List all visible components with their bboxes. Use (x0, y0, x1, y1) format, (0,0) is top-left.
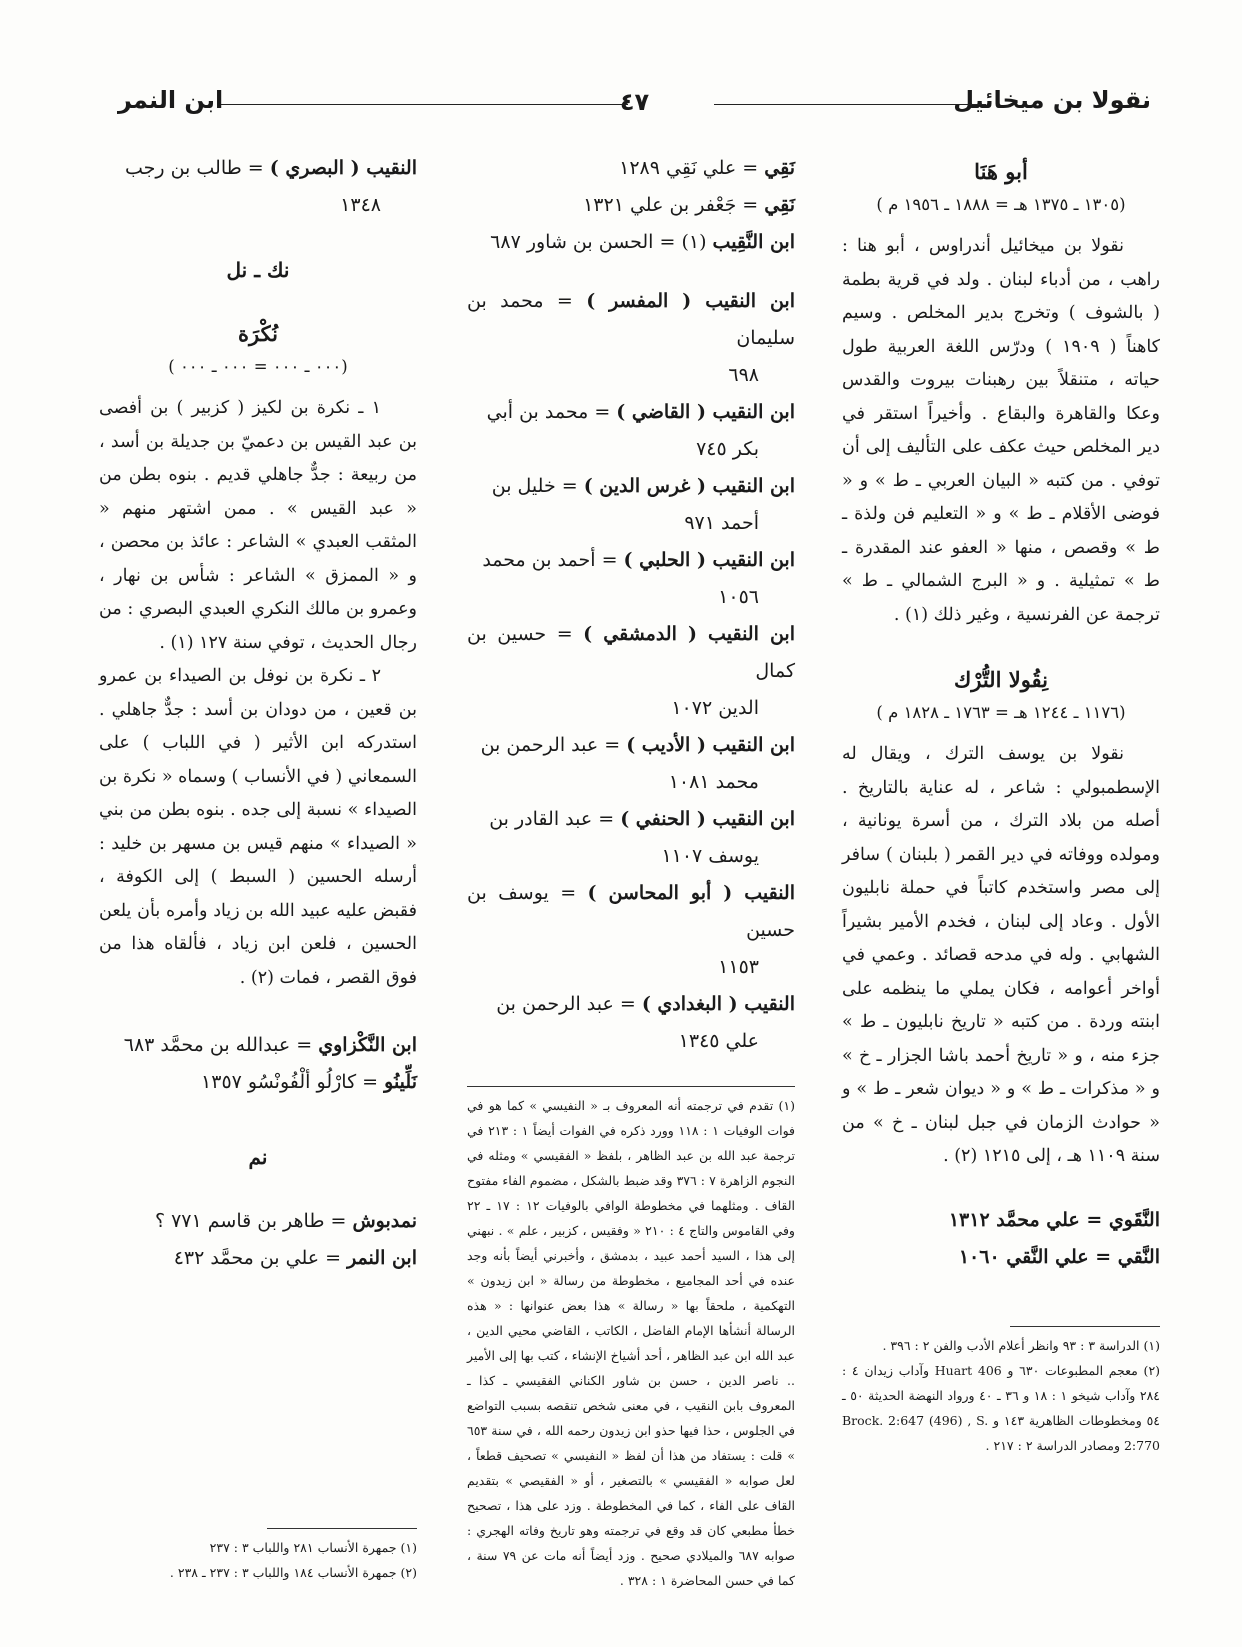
section-heading: نك ـ نل (226, 258, 290, 282)
footnote: (١) تقدم في ترجمته أنه المعروف بـ « النفيسي » كما هو في فوات الوفيات ١ : ١١٨ وورد ذكره في الفوات أيضاً ١ : ٢١٣ في ترجمة عبد الله بن عبد الظاهر ، بلفظ « الفقيسي » ومثله في النجوم الزاهرة ٧ : ٣٧٦ وقد ضبط بالشكل ، مضموم الفاء مفتوح القاف . ومثلهما في مخطوطة الوافي بالوفيات ١٢ : ١٧ ـ ٢٢ وفي القاموس والتاج ٤ : ٢١٠ « وفقيس ، كزبير ، علم » . نبهني إلى هذا ، السيد أحمد عبيد ، بدمشق ، وأخبرني أيضاً بأنه وجد عنده في أحد المجاميع ، مخطوطة من رسالة « ابن زيدون » التهكمية ، ملحقاً بها « رسالة » هذا بعض عنوانها : « هذه الرسالة أنشأها الإمام الفاضل ، الكاتب ، القاضي محيي الدين ، عبد الله ابن عبد الظاهر ، أحد أشياخ الإنشاء ، كتب بها إلى الأمير .. ناصر الدين ، حسن بن شاور الكناني الفقيسي ـ كذا ـ المعروف بابن النقيب ، في معنى شخص تنقصه بسبب التواضع في الجلوس ، حذا فيها حذو ابن زيدون رحمه الله ، في سنة ٦٥٣ » قلت : يستفاد من هذا أن لفظ « النفيسي » تصحيف قطعاً ، لعل صوابه « الفقيسي » بالتصغير ، أو « الفقيصي » بتقديم القاف على الفاء ، كما في المخطوطة . وزد على هذا ، تصحيح خطأ مطبعي كان قد وقع في ترجمته وهو تاريخ وفاته الهجري : صوابه ٦٨٧ والميلادي صحيح . وزد أيضاً أنه مات عن ٧٩ سنة ، كما في حسن المحاضرة ١ : ٣٢٨ . (467, 1098, 796, 1588)
footnote-rule (1010, 1326, 1160, 1327)
entry-title: نِقُولا التُّرْك (953, 667, 1049, 692)
xref-number: أحمد ٩٧١ (684, 512, 759, 534)
cross-references (99, 1027, 417, 1101)
xref-entry (467, 542, 795, 616)
xref-entry (99, 1064, 417, 1101)
xref-target: = خليل بن (491, 475, 584, 497)
xref-target: = محمد بن أبي (486, 401, 617, 423)
xref-line: النَّقَوي = علي محمَّد ١٣١٢ (948, 1208, 1160, 1231)
xref-target: = علي بن محمَّد ٤٣٢ (173, 1247, 348, 1269)
footnote: (٢) جمهرة الأنساب ١٨٤ واللباب ٣ : ٢٣٧ ـ ٢٣٨ . (169, 1565, 417, 1580)
page-number: ٤٧ (619, 88, 650, 116)
footnote: (٢) معجم المطبوعات ٦٣٠ و Huart 406 وآداب زيدان ٤ : ٢٨٤ وآداب شيخو ١ : ١٨ و ٣٦ ـ ٤٠ ورواد النهضة الحديثة ٥٠ ـ ٥٤ ومخطوطات الظاهرية ١٤٣ و Brock. 2:647 (496) , S. 2:770 ومصادر الدراسة ٢ : ٢١٧ . (842, 1362, 1161, 1453)
xref-entry (467, 394, 795, 468)
header-left-title: ابن النمر (118, 86, 224, 114)
footnotes (842, 1326, 1160, 1458)
xref-number: ١٣٤٨ (340, 194, 381, 216)
xref-number: يوسف ١١٠٧ (661, 845, 759, 867)
xref-entry (467, 150, 795, 187)
column-middle (467, 150, 795, 1593)
xref-number: محمد ١٠٨١ (668, 771, 759, 793)
column-right (842, 150, 1160, 1458)
xref-target: = جَعْفر بن علي ١٣٢١ (583, 194, 765, 216)
xref-head: نَقِي (764, 157, 795, 179)
xref-target: = عبد الرحمن بن (496, 993, 642, 1015)
xref-head: النقيب ( أبو المحاسن ) (587, 882, 795, 904)
entry-dates: (١١٧٦ ـ ١٢٤٤ هـ = ١٧٦٣ ـ ١٨٢٨ م ) (876, 703, 1126, 722)
xref-target: = عبدالله بن محمَّد ٦٨٣ (123, 1034, 319, 1056)
xref-target: = طاهر بن قاسم ٧٧١ ؟ (154, 1210, 353, 1232)
xref-target: (١) = الحسن بن شاور ٦٨٧ (490, 231, 713, 253)
xref-entry (467, 468, 795, 542)
entry-body: ١ ـ نكرة بن لكيز ( كزبير ) بن أفصى بن عبد القيس بن دعميّ بن جديلة بن أسد ، من ربيعة : جدٌّ جاهلي قديم . بنوه بطن من « عبد القيس » . ممن اشتهر منهم « المثقب العبدي » الشاعر : عائذ بن محصن ، و « الممزق » الشاعر : شأس بن نهار ، وعمرو بن مالك النكري العبدي البصري : من رجال الحديث ، توفي سنة ١٢٧ (١) . (99, 398, 417, 653)
entry-title: أبو هَنَا (974, 159, 1028, 184)
cross-references (842, 1202, 1160, 1276)
xref-head: ابن النقيب ( الحلبي ) (623, 549, 795, 571)
xref-target: = محمد بن سليمان (467, 290, 795, 349)
header-right-title: نقولا بن ميخائيل (953, 86, 1151, 114)
xref-head: نَقِي (764, 194, 795, 216)
header-rule-left (220, 104, 628, 105)
entry-body: نقولا بن ميخائيل أندراوس ، أبو هنا : راهب ، من أدباء لبنان . ولد في قرية بطمة ( بالشوف ) وتخرج بدير المخلص . وسيم كاهناً ( ١٩٠٩ ) ودرّس اللغة العربية طول حياته ، متنقلاً بين رهبنات بيروت والقدس وعكا والقاهرة والبقاع . وأخيراً استقر في دير المخلص حيث عكف على التأليف إلى أن توفي . من كتبه « البيان العربي ـ ط » و « فوضى الأقلام ـ ط » و « التعليم فن ولذة ـ ط » وقصص ، منها « العفو عند المقدرة ـ ط » تمثيلية . و « البرج الشمالي ـ ط » ترجمة عن الفرنسية ، وغير ذلك (١) . (842, 236, 1160, 625)
entry-body: نقولا بن يوسف الترك ، ويقال له الإسطمبولي : شاعر ، له عناية بالتاريخ . أصله من بلاد الترك ، من أسرة يونانية ، ومولده ووفاته في دير القمر ( بلبنان ) سافر إلى مصر واستخدم كاتباً في حملة نابليون الأول . وعاد إلى لبنان ، فخدم الأمير بشيراً الشهابي . وله في مدحه قصائد . وعمي في أواخر أعوامه ، فكان يملي ما ينظمه على ابنته وردة . من كتبه « تاريخ نابليون ـ ط » جزء منه ، و « تاريخ أحمد باشا الجزار ـ خ » و « مذكرات ـ ط » و « ديوان شعر ـ ط » و « حوادث الزمان في جبل لبنان ـ خ » من سنة ١١٠٩ هـ ، إلى ١٢١٥ (٢) . (842, 744, 1160, 1166)
footnote: (١) جمهرة الأنساب ٢٨١ واللباب ٣ : ٢٣٧ (209, 1540, 417, 1555)
section-heading: نم (248, 1145, 268, 1169)
footnotes (99, 1528, 417, 1585)
xref-head: نمدبوش (352, 1210, 417, 1232)
xref-head: ابن النقيب ( المفسر ) (586, 290, 795, 312)
xref-number: ١١٥٣ (718, 956, 759, 978)
xref-head: ابن النقيب ( غرس الدين ) (583, 475, 795, 497)
xref-target: = عبد القادر بن (489, 808, 621, 830)
xref-entry (467, 187, 795, 224)
xref-entry (99, 1203, 417, 1240)
xref-entry (99, 150, 417, 224)
xref-entry (467, 224, 795, 261)
xref-entry (467, 801, 795, 875)
running-header (118, 86, 1151, 126)
xref-entry (467, 986, 795, 1060)
xref-head: النقيب ( البصري ) (269, 157, 417, 179)
xref-number: بكر ٧٤٥ (696, 438, 759, 460)
cross-reference-list (467, 150, 795, 1060)
cross-references (99, 1203, 417, 1277)
xref-target: = يوسف بن حسين (467, 882, 795, 941)
xref-target: = طالب بن رجب (124, 157, 270, 179)
xref-target: = علي نَقِي ١٢٨٩ (619, 157, 765, 179)
xref-number: ٦٩٨ (728, 364, 759, 386)
column-left (99, 150, 417, 1580)
entry-dates: (٠٠٠ ـ ٠٠٠ = ٠٠٠ ـ ٠٠٠ ) (168, 357, 348, 376)
xref-target: = أحمد بن محمد (482, 549, 624, 571)
entry-dates: (١٣٠٥ ـ ١٣٧٥ هـ = ١٨٨٨ ـ ١٩٥٦ م ) (876, 195, 1126, 214)
xref-head: النقيب ( البغدادي ) (641, 993, 795, 1015)
footnote: (١) الدراسة ٣ : ٩٣ وانظر أعلام الأدب والفن ٢ : ٣٩٦ . (882, 1337, 1160, 1353)
xref-number: الدين ١٠٧٢ (671, 697, 759, 719)
xref-entry (467, 727, 795, 801)
xref-number: ١٠٥٦ (718, 586, 759, 608)
xref-entry (99, 1240, 417, 1277)
xref-head: نَلِّينُو (384, 1071, 417, 1093)
xref-target: = عبد الرحمن بن (480, 734, 627, 756)
xref-head: ابن النقيب ( القاضي ) (616, 401, 795, 423)
footnote-rule (267, 1528, 417, 1529)
xref-entry (99, 1027, 417, 1064)
xref-entry (467, 875, 795, 986)
xref-head: ابن النَّكْزاوي (318, 1034, 417, 1056)
xref-number: علي ١٣٤٥ (678, 1030, 759, 1052)
xref-target: = كارْلُو ألْفُونْسُو ١٣٥٧ (201, 1071, 385, 1093)
footnotes (467, 1086, 795, 1593)
xref-head: ابن النقيب ( الدمشقي ) (583, 623, 795, 645)
xref-line: النَّقي = علي النَّقي ١٠٦٠ (958, 1245, 1160, 1268)
entry-body: ٢ ـ نكرة بن نوفل بن الصيداء بن عمرو بن قعين ، من دودان بن أسد : جدٌّ جاهلي . استدركه ابن الأثير ( في اللباب ) على السمعاني ( في الأنساب ) وسماه « نكرة بن الصيداء » نسبة إلى جده . بنوه بطن من بني « الصيداء » منهم قيس بن مسهر بن خليد : أرسله الحسين ( السبط ) إلى الكوفة ، فقبض عليه عبيد الله بن زياد وأمره بأن يلعن الحسين ، فلعن ابن زياد ، فألقاه هذا من فوق القصر ، فمات (٢) . (99, 666, 417, 988)
xref-target: = حسين بن كمال (467, 623, 795, 682)
header-rule-right (714, 104, 986, 105)
xref-head: ابن النقيب ( الأديب ) (626, 734, 795, 756)
xref-head: ابن النمر (347, 1247, 417, 1269)
xref-entry (467, 616, 795, 727)
xref-head: ابن النَّقِيب (712, 231, 795, 253)
footnote-rule (467, 1086, 795, 1087)
xref-head: ابن النقيب ( الحنفي ) (620, 808, 795, 830)
xref-entry (467, 283, 795, 394)
entry-title: نُكْرَة (237, 321, 279, 346)
